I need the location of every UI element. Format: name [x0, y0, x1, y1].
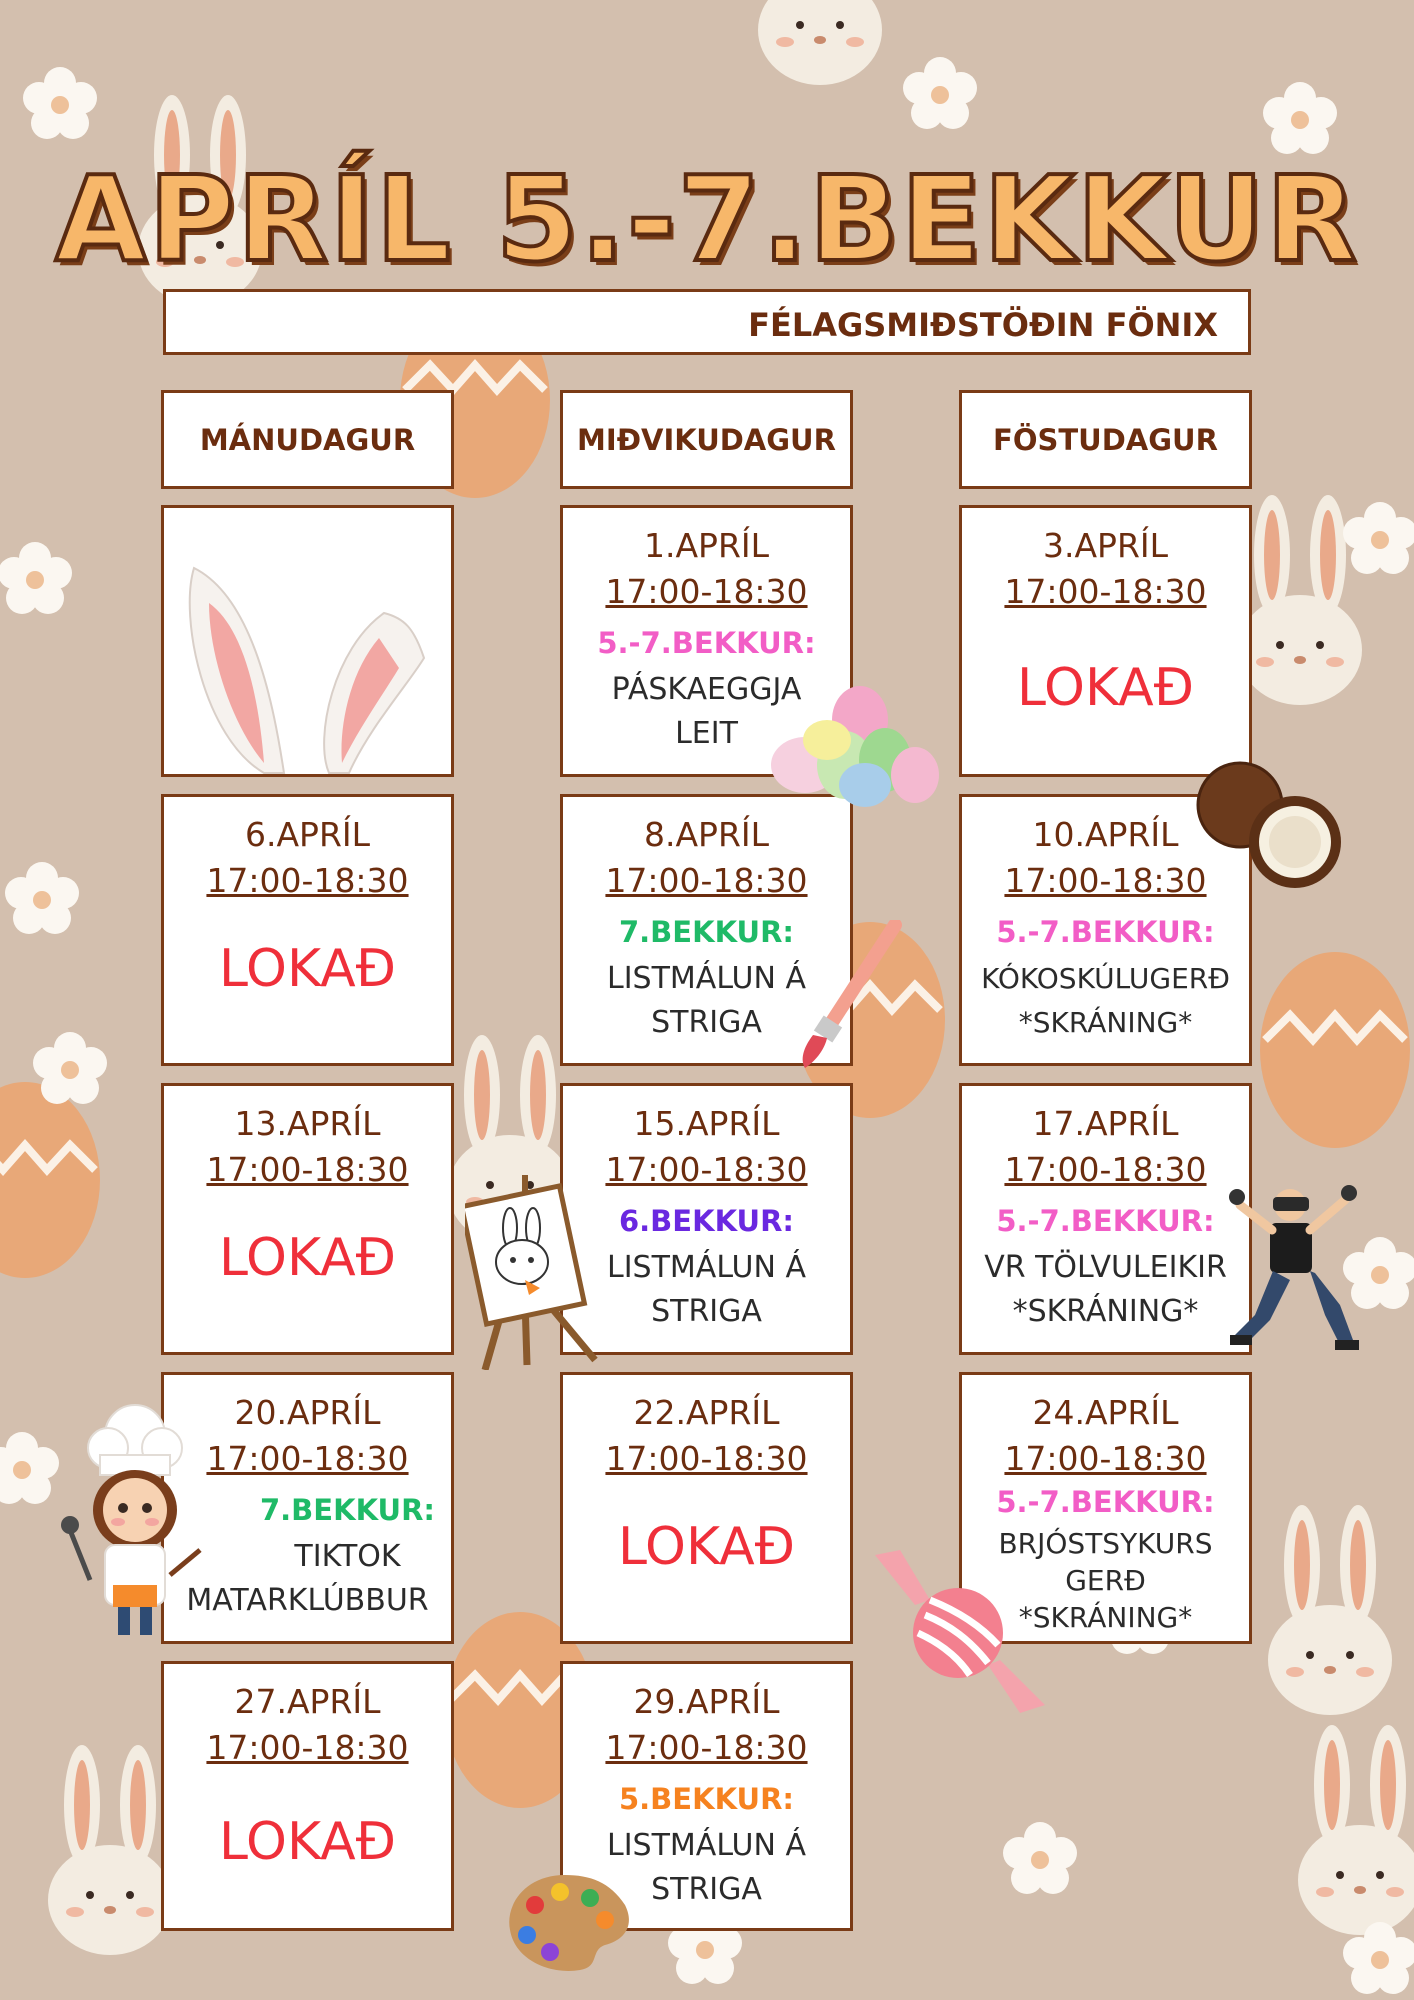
activity-line: *SKRÁNING* — [1018, 1006, 1193, 1039]
date-label: 22.APRÍL — [633, 1393, 780, 1432]
cell-april-22 — [560, 1372, 853, 1644]
grade-label: 5.BEKKUR: — [618, 1782, 795, 1816]
vr-gamer-icon — [1215, 1175, 1375, 1365]
activity-line: PÁSKAEGGJA — [611, 672, 802, 707]
activity-line: STRIGA — [651, 1294, 762, 1329]
activity-label — [956, 957, 1255, 1045]
header-friday: FÖSTUDAGUR — [959, 390, 1252, 489]
date-label: 10.APRÍL — [1032, 815, 1179, 854]
grade-label: 6.BEKKUR: — [618, 1204, 795, 1238]
time-label: 17:00-18:30 — [605, 1439, 808, 1478]
time-label: 17:00-18:30 — [605, 861, 808, 900]
grade-label: 5.-7.BEKKUR: — [996, 1204, 1215, 1238]
activity-line: *SKRÁNING* — [1018, 1601, 1193, 1634]
cell-april-13 — [161, 1083, 454, 1355]
header-wednesday: MIÐVIKUDAGUR — [560, 390, 853, 489]
closed-label: LOKAÐ — [218, 939, 397, 999]
club-name: FÉLAGSMIÐSTÖÐIN FÖNIX — [748, 306, 1218, 344]
cell-april-27 — [161, 1661, 454, 1931]
time-label: 17:00-18:30 — [206, 1150, 409, 1189]
closed-label: LOKAÐ — [617, 1517, 796, 1577]
bunny-ears-icon — [164, 508, 457, 780]
time-label: 17:00-18:30 — [1004, 572, 1207, 611]
activity-line: LISTMÁLUN Á — [606, 1250, 806, 1285]
activity-line: LISTMÁLUN Á — [606, 961, 806, 996]
time-label: 17:00-18:30 — [206, 1728, 409, 1767]
grade-label: 5.-7.BEKKUR: — [597, 626, 816, 660]
time-label: 17:00-18:30 — [1004, 1150, 1207, 1189]
time-label: 17:00-18:30 — [605, 1150, 808, 1189]
activity-line: KÓKOSKÚLUGERÐ — [981, 962, 1230, 995]
date-label: 17.APRÍL — [1032, 1104, 1179, 1143]
coconut-icon — [1195, 760, 1345, 890]
activity-line: GERÐ — [1065, 1564, 1146, 1597]
time-label: 17:00-18:30 — [605, 572, 808, 611]
poster-title: APRÍL 5.-7.BEKKUR — [55, 150, 1359, 288]
time-label: 17:00-18:30 — [206, 861, 409, 900]
activity-line: *SKRÁNING* — [1012, 1294, 1199, 1329]
activity-line: BRJÓSTSYKURS — [998, 1527, 1213, 1560]
date-label: 24.APRÍL — [1032, 1393, 1179, 1432]
closed-label: LOKAÐ — [1016, 658, 1195, 718]
grade-label: 7.BEKKUR: — [259, 1493, 436, 1527]
paint-palette-icon — [505, 1870, 635, 1980]
header-monday: MÁNUDAGUR — [161, 390, 454, 489]
date-label: 13.APRÍL — [234, 1104, 381, 1143]
paintbrush-icon — [795, 920, 905, 1070]
date-label: 15.APRÍL — [633, 1104, 780, 1143]
activity-line: TIKTOK — [294, 1539, 401, 1574]
time-label: 17:00-18:30 — [206, 1439, 409, 1478]
activity-label — [956, 1246, 1255, 1334]
easel-bunny-icon — [465, 1170, 605, 1370]
date-label: 27.APRÍL — [234, 1682, 381, 1721]
candy-icon — [870, 1545, 1050, 1715]
time-label: 17:00-18:30 — [1004, 861, 1207, 900]
activity-line: LISTMÁLUN Á — [606, 1828, 806, 1863]
activity-line: STRIGA — [651, 1872, 762, 1907]
date-label: 8.APRÍL — [643, 815, 769, 854]
date-label: 3.APRÍL — [1042, 526, 1168, 565]
activity-line: LEIT — [675, 716, 738, 751]
activity-line: VR TÖLVULEIKIR — [984, 1250, 1227, 1285]
grade-label: 5.-7.BEKKUR: — [996, 915, 1215, 949]
cell-april-6 — [161, 794, 454, 1066]
closed-label: LOKAÐ — [218, 1812, 397, 1872]
subtitle-box — [163, 289, 1251, 355]
date-label: 6.APRÍL — [244, 815, 370, 854]
cell-empty-monday — [161, 505, 454, 777]
date-label: 29.APRÍL — [633, 1682, 780, 1721]
closed-label: LOKAÐ — [218, 1228, 397, 1288]
cell-april-17 — [959, 1083, 1252, 1355]
cell-april-3 — [959, 505, 1252, 777]
grade-label: 5.-7.BEKKUR: — [996, 1485, 1215, 1519]
chef-girl-icon — [60, 1400, 210, 1640]
time-label: 17:00-18:30 — [605, 1728, 808, 1767]
date-label: 1.APRÍL — [643, 526, 769, 565]
grade-label: 7.BEKKUR: — [618, 915, 795, 949]
activity-line: STRIGA — [651, 1005, 762, 1040]
time-label: 17:00-18:30 — [1004, 1439, 1207, 1478]
activity-line: MATARKLÚBBUR — [186, 1583, 429, 1618]
easter-eggs-icon — [765, 680, 945, 810]
date-label: 20.APRÍL — [234, 1393, 381, 1432]
